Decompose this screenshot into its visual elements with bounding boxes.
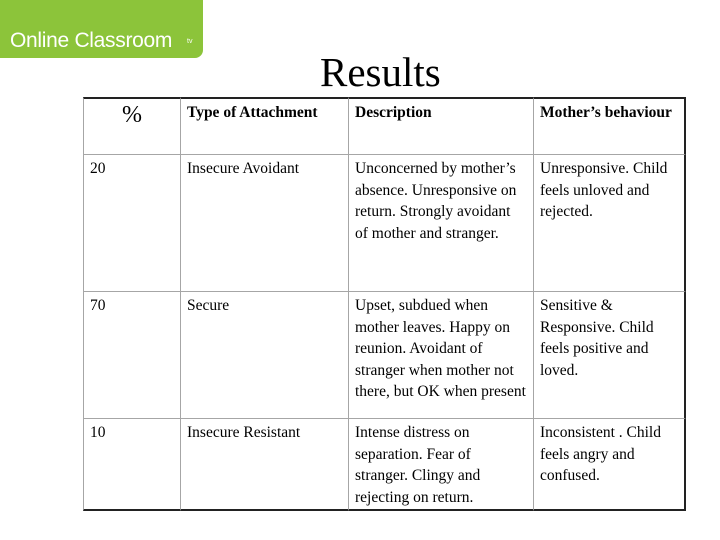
header-percent: % — [83, 97, 181, 155]
cell-type: Secure — [181, 292, 349, 419]
header-type-of-attachment: Type of Attachment — [181, 97, 349, 155]
cell-percent: 70 — [83, 292, 181, 419]
table-row — [83, 419, 686, 511]
cell-percent: 10 — [83, 419, 181, 511]
cell-behaviour: Sensitive & Responsive. Child feels positive and loved. — [534, 292, 686, 419]
cell-type: Insecure Avoidant — [181, 155, 349, 292]
cell-type: Insecure Resistant — [181, 419, 349, 511]
logo-text: Online Classroom — [10, 29, 173, 52]
table-row — [83, 292, 686, 419]
cell-description: Unconcerned by mother’s absence. Unresponsive on return. Strongly avoidant of mother and stranger. — [349, 155, 534, 292]
header-description: Description — [349, 97, 534, 155]
cell-description: Intense distress on separation. Fear of stranger. Clingy and rejecting on return. — [349, 419, 534, 511]
table-row — [83, 155, 686, 292]
table-header-row — [83, 97, 686, 155]
cell-description: Upset, subdued when mother leaves. Happy on reunion. Avoidant of stranger when mother not there, but OK when present — [349, 292, 534, 419]
online-classroom-logo — [0, 0, 203, 58]
logo-tv-mark: tv — [187, 38, 193, 45]
results-table — [83, 97, 686, 511]
cell-percent: 20 — [83, 155, 181, 292]
page-title: Results — [320, 49, 441, 95]
header-mothers-behaviour: Mother’s behaviour — [534, 97, 686, 155]
cell-behaviour: Unresponsive. Child feels unloved and rejected. — [534, 155, 686, 292]
cell-behaviour: Inconsistent . Child feels angry and confused. — [534, 419, 686, 511]
